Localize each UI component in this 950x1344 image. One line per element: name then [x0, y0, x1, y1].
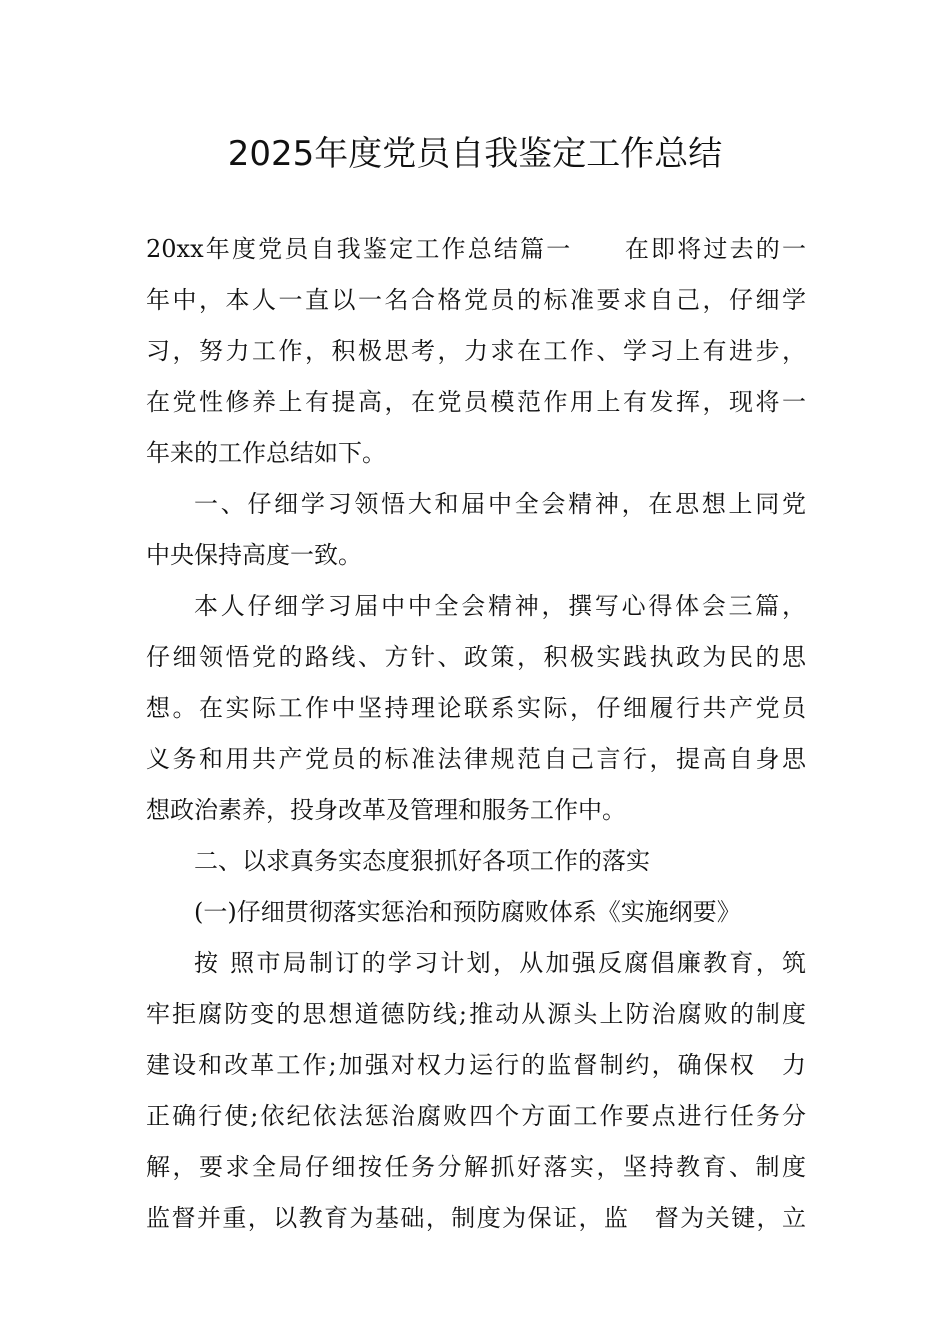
paragraph-line: 正确行使;依纪依法惩治腐败四个方面工作要点进行任务分: [146, 1102, 806, 1130]
document-title: 2025年度党员自我鉴定工作总结: [227, 134, 723, 174]
paragraph-line: 牢拒腐防变的思想道德防线;推动从源头上防治腐败的制度: [146, 1000, 806, 1028]
paragraph-line: 本人仔细学习届中中全会精神，撰写心得体会三篇，: [194, 592, 806, 620]
paragraph-line: 想。在实际工作中坚持理论联系实际，仔细履行共产党员: [146, 694, 806, 722]
subsection-heading-line: (一)仔细贯彻落实惩治和预防腐败体系《实施纲要》: [194, 898, 741, 926]
paragraph-line: 20xx年度党员自我鉴定工作总结篇一 在即将过去的一: [146, 235, 806, 263]
paragraph-line: 想政治素养，投身改革及管理和服务工作中。: [146, 796, 626, 824]
paragraph-line: 按 照市局制订的学习计划，从加强反腐倡廉教育，筑: [194, 949, 806, 977]
paragraph-line: 仔细领悟党的路线、方针、政策，积极实践执政为民的思: [146, 643, 806, 671]
document-body: [146, 224, 806, 1244]
paragraph-line: 习，努力工作，积极思考，力求在工作、学习上有进步，: [146, 337, 806, 365]
paragraph-line: 解，要求全局仔细按任务分解抓好落实，坚持教育、制度: [146, 1153, 806, 1181]
section-heading-line: 中央保持高度一致。: [146, 541, 362, 569]
paragraph-line: 义务和用共产党员的标准法律规范自己言行，提高自身思: [146, 745, 806, 773]
paragraph-line: 年中，本人一直以一名合格党员的标准要求自己，仔细学: [146, 286, 806, 314]
paragraph-line: 在党性修养上有提高，在党员模范作用上有发挥，现将一: [146, 388, 806, 416]
paragraph-line: 监督并重，以教育为基础，制度为保证，监 督为关键，立: [146, 1204, 806, 1232]
section-heading-line: 一、仔细学习领悟大和届中全会精神，在思想上同党: [194, 490, 806, 518]
paragraph-line: 建设和改革工作;加强对权力运行的监督制约，确保权 力: [146, 1051, 806, 1079]
section-heading-line: 二、以求真务实态度狠抓好各项工作的落实: [194, 847, 650, 875]
paragraph-line: 年来的工作总结如下。: [146, 439, 386, 467]
